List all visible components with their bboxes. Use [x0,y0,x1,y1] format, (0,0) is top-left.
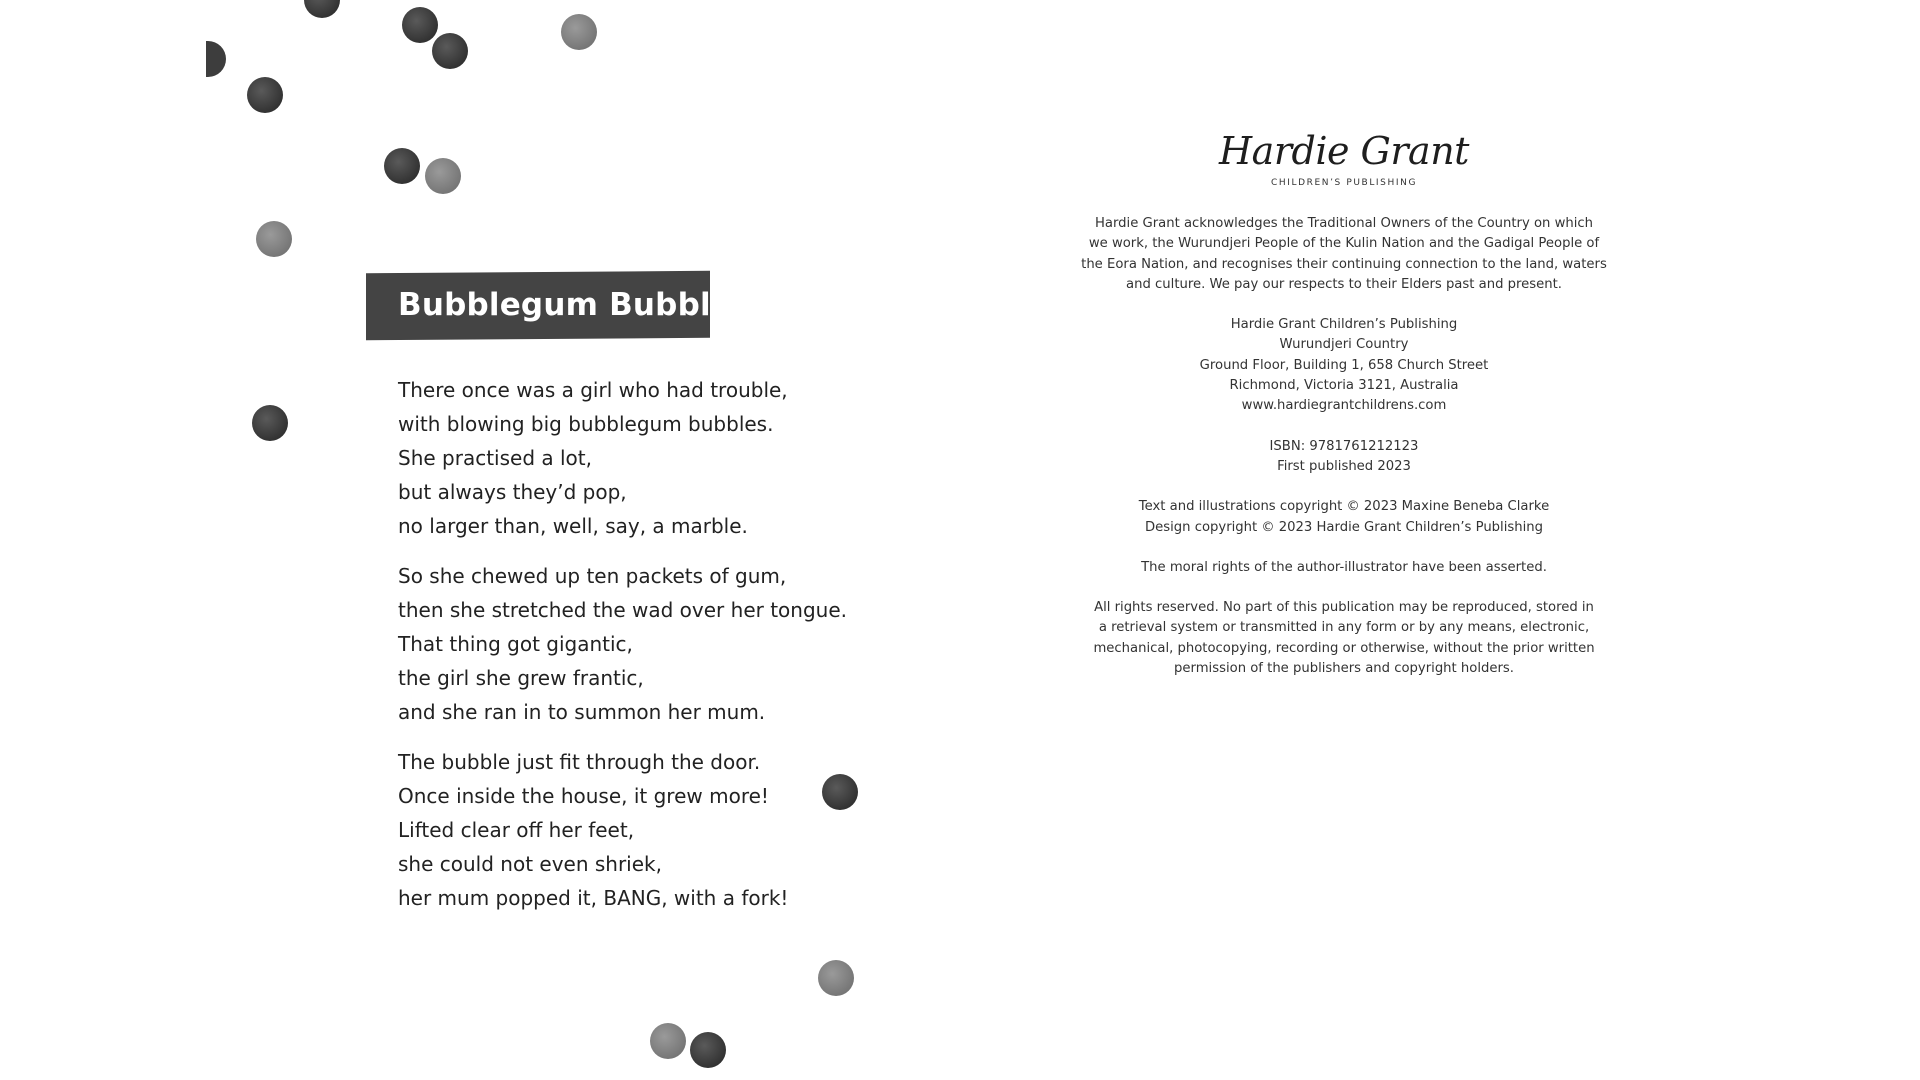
bubble-dot-icon [432,33,468,69]
bubble-dot-icon [402,7,438,43]
publisher-website: www.hardiegrantchildrens.com [1241,398,1447,414]
bubble-dot-icon [384,148,420,184]
bubble-dot-icon [650,1023,686,1059]
poem-line: then she stretched the wad over her tongue. [398,598,847,622]
publication-info [1044,437,1644,478]
poem-line: no larger than, well, say, a marble. [398,514,748,538]
bubble-dot-icon [256,221,292,257]
poem-line: She practised a lot, [398,446,592,470]
rights-reserved-notice: All rights reserved. No part of this publication may be reproduced, stored in a retrieval system or transmitted in any form or by any means, electronic, mechanical, photocopying, recording or otherwise, without the prior written permission of the publishers and copyright holders. [1093,600,1595,677]
bubble-dot-icon [690,1032,726,1068]
acknowledgement-of-country: Hardie Grant acknowledges the Traditional Owners of the Country on which we work, the Wurundjeri People of the Kulin Nation and the Gadigal People of the Eora Nation, and recognises their continuing connection to the land, waters and culture. We pay our respects to their Elders past and present. [1081,216,1607,292]
poem-line: That thing got gigantic, [398,632,633,656]
isbn: ISBN: 9781761212123 [1269,438,1419,454]
poem-line: There once was a girl who had trouble, [398,378,788,402]
poem-line: her mum popped it, BANG, with a fork! [398,886,789,910]
bubble-dot-icon [206,41,226,77]
poem-stanza [398,745,847,915]
poem-line: So she chewed up ten packets of gum, [398,564,787,588]
first-published: First published 2023 [1277,458,1411,474]
bubble-dot-icon [247,77,283,113]
poem-line: Lifted clear off her feet, [398,818,635,842]
bubble-dot-icon [252,405,288,441]
poem-line: with blowing big bubblegum bubbles. [398,412,774,436]
bubble-dot-icon [304,0,340,18]
poem-line: the girl she grew frantic, [398,666,644,690]
poem-stanza [398,559,847,729]
poem-stanza [398,373,847,543]
poem-line: Once inside the house, it grew more! [398,784,769,808]
copyright-notice: Text and illustrations copyright © 2023 Maxine Beneba Clarke Design copyright © 2023 Hardie Grant Children’s Publishing [1138,499,1550,535]
publisher-address: Hardie Grant Children’s Publishing Wurundjeri Country Ground Floor, Building 1, 658 Church Street Richmond, Victoria 3121, Australia www.hardiegrantchildrens.com [1044,315,1644,416]
poem-line: and she ran in to summon her mum. [398,700,766,724]
bubble-dot-icon [425,158,461,194]
poem-line: but always they’d pop, [398,480,627,504]
publisher-logo: Hardie Grant [1219,129,1469,173]
bubble-dot-icon [818,960,854,996]
publisher-logo-subtitle: CHILDREN’S PUBLISHING [1270,178,1418,188]
imprint-page [1044,128,1644,699]
poem-line: The bubble just fit through the door. [398,750,761,774]
poem-body [398,373,847,931]
bubble-dot-icon [561,14,597,50]
poem-line: she could not even shriek, [398,852,662,876]
poem-title: Bubblegum Bubble [398,287,733,323]
moral-rights-notice: The moral rights of the author-illustrator have been asserted. [1141,559,1547,575]
